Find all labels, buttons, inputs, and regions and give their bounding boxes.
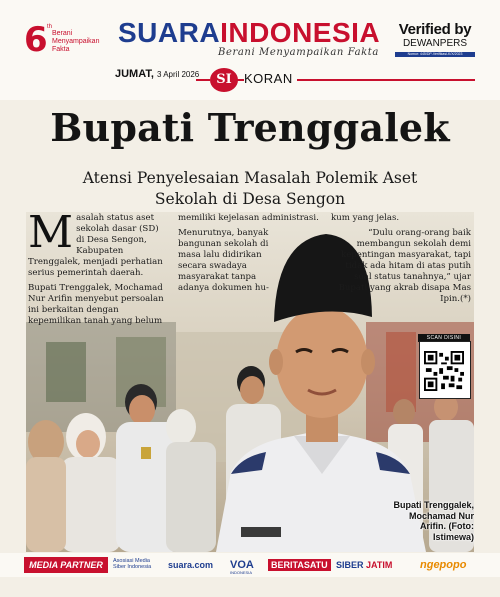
si-logo: SI — [210, 68, 238, 92]
brand-part-indonesia: INDONESIA — [220, 17, 381, 48]
anniversary-number: 6 — [24, 20, 48, 60]
brand-logo — [118, 18, 380, 48]
partner-ngepopo: ngepopo — [420, 559, 467, 571]
verified-number: Nomor: 445/DP-Verifikasi-K/X/2023 — [395, 52, 475, 57]
article-paragraph: memiliki kejelasan administrasi. — [178, 213, 319, 223]
headline: Bupati Trenggalek — [50, 105, 450, 150]
partner-suara: suara.com — [168, 560, 214, 570]
media-partner-label: MEDIA PARTNER — [24, 557, 108, 573]
verified-title: Verified by — [398, 21, 472, 38]
article-paragraph: Bupati Trenggalek, Mochamad Nur Arifin menyebut persoalan ini berkaitan dengan kepemilikan tanah yang belum — [28, 283, 164, 326]
verified-org: DEWANPERS — [402, 38, 468, 49]
article-paragraph: kum yang jelas. — [331, 213, 400, 223]
photo-caption: Bupati Trenggalek, Mochamad Nur Arifin. (Foto: Istimewa) — [393, 500, 474, 542]
anniversary-text: Berani Menyampaikan Fakta — [52, 30, 100, 53]
partner-siber-text: SIBER — [336, 560, 364, 570]
partner-jatim-text: JATIM — [366, 560, 393, 570]
partner-beritasatu: BERITASATU — [268, 559, 331, 571]
anniversary-sup: th — [47, 24, 53, 30]
anniversary-logo — [24, 22, 114, 62]
divider-left — [196, 79, 210, 81]
article-paragraph: “Dulu orang-orang baik membangun sekolah demi kepentingan masyarakat, tapi tidak ada hitam di atas putih soal status tanahnya,” ujar Bupati yang akrab disapa Mas Ipin.(*) — [338, 228, 471, 304]
partner-voa — [230, 559, 254, 575]
qr-code-icon — [424, 351, 464, 391]
drop-cap: M — [28, 207, 74, 258]
subheadline: Atensi Penyelesaian Masalah Polemik Aset Sekolah di Desa Sengon — [82, 169, 418, 208]
brand-part-suara: SUARA — [118, 17, 221, 48]
dateline — [115, 68, 199, 80]
issue-date: 3 April 2026 — [156, 70, 200, 79]
article-paragraph: asalah status aset sekolah dasar (SD) di Desa Sengon, Kabupaten Trenggalek, menjadi perhatian serius pemerintah daerah. — [28, 213, 163, 278]
qr-label: SCAN DISINI — [418, 334, 470, 342]
verified-badge — [394, 22, 476, 57]
article-column-3 — [331, 213, 471, 309]
brand-tagline: Berani Menyampaikan Fakta — [218, 47, 379, 58]
article-paragraph: Menurutnya, banyak bangunan sekolah di masa lalu didirikan secara swadaya masyarakat tanpa adanya dokumen hu- — [178, 228, 269, 293]
partner-siberjatim — [336, 559, 392, 571]
article-column-2 — [178, 213, 319, 298]
partner-voa-sub: INDONESIA — [230, 570, 253, 575]
section-label: KORAN — [244, 71, 297, 86]
partner-footer — [0, 553, 500, 577]
partner-voa-name: VOA — [230, 559, 254, 571]
issue-day: JUMAT, — [115, 68, 154, 80]
article-column-1 — [28, 207, 168, 331]
partner-amsi: Asosiasi Media Siber Indonesia — [113, 558, 152, 570]
masthead — [0, 0, 500, 100]
